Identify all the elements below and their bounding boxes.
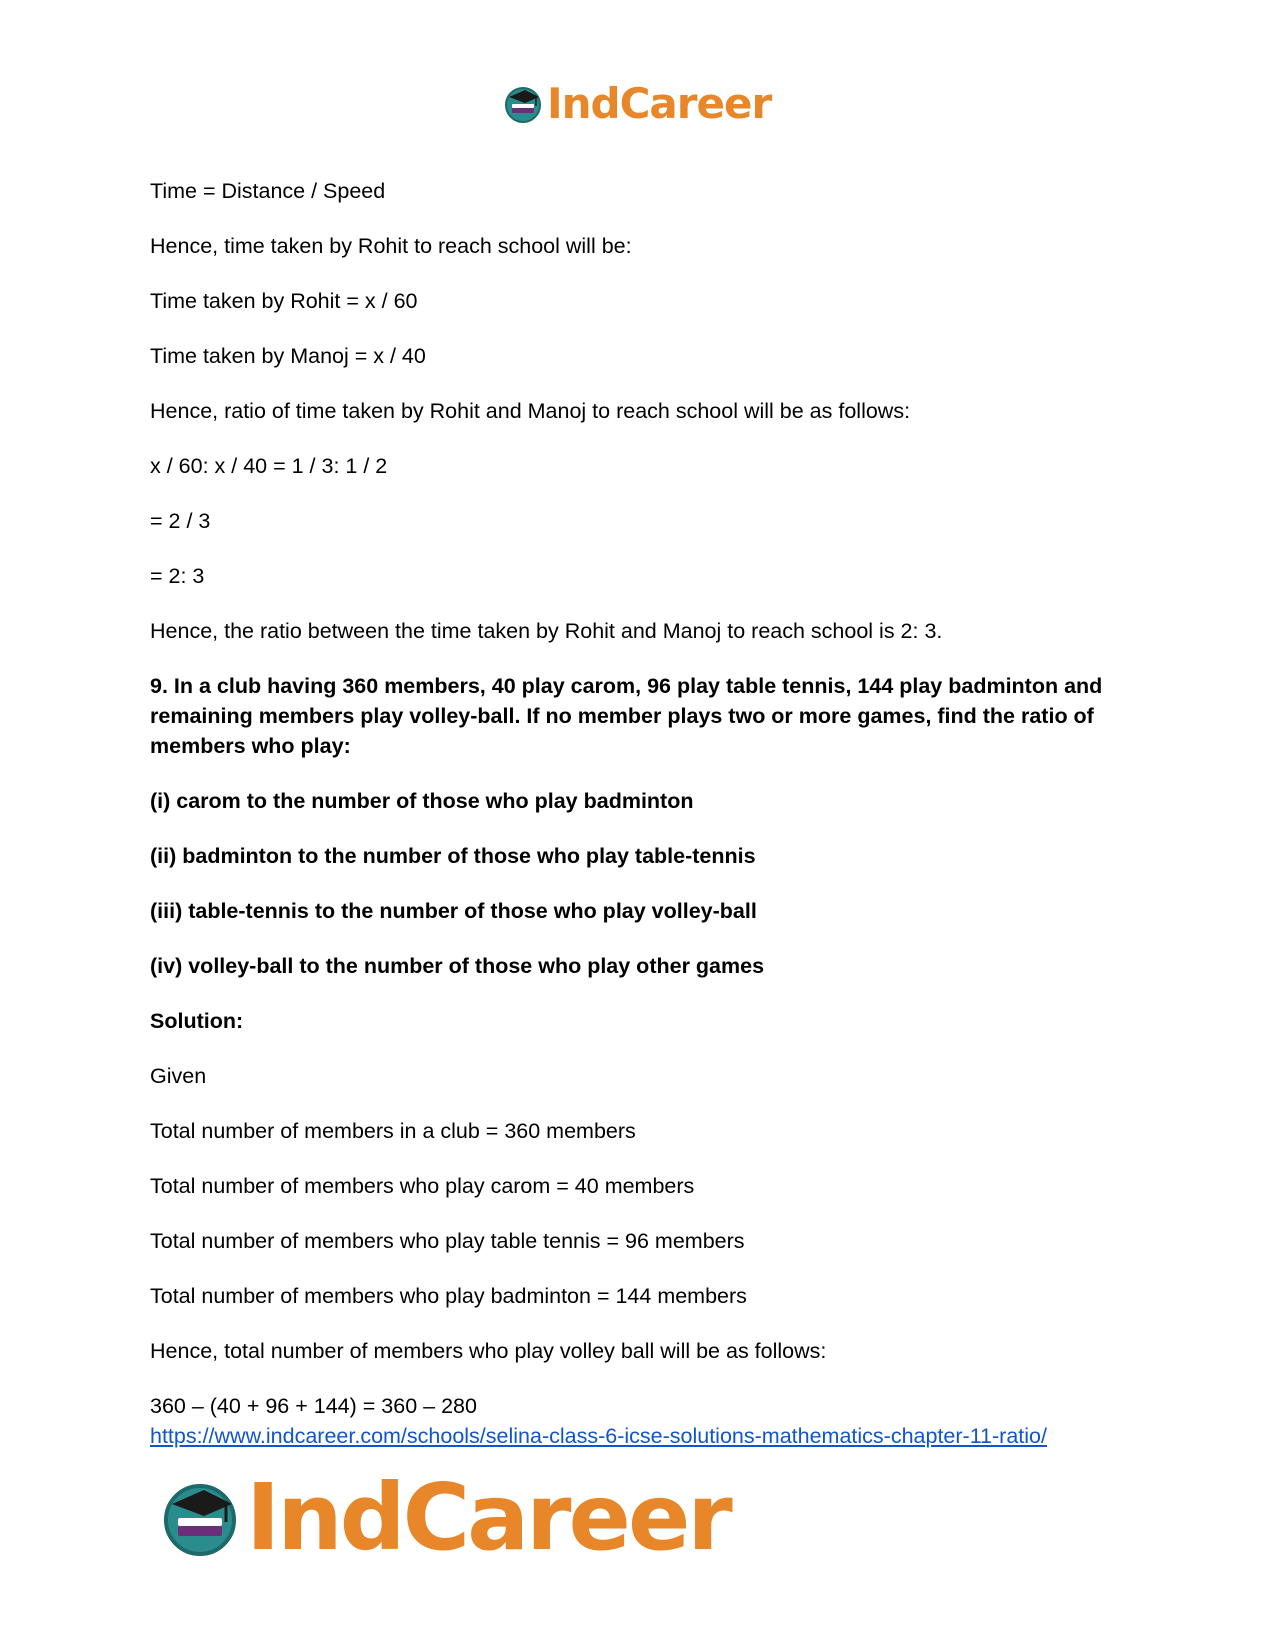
- footer-logo: [160, 1464, 730, 1571]
- text-line: x / 60: x / 40 = 1 / 3: 1 / 2: [150, 454, 388, 478]
- document-body: [150, 176, 1130, 1451]
- text-line: Hence, time taken by Rohit to reach school will be:: [150, 234, 632, 258]
- text-line: Total number of members in a club = 360 members: [150, 1119, 636, 1143]
- text-line: Given: [150, 1064, 207, 1088]
- footer-logo-text: IndCareer: [246, 1464, 730, 1571]
- text-line: Total number of members who play table tennis = 96 members: [150, 1229, 745, 1253]
- header-logo: [503, 80, 771, 128]
- text-line: Time taken by Rohit = x / 60: [150, 289, 418, 313]
- text-line: Hence, the ratio between the time taken by Rohit and Manoj to reach school is 2: 3.: [150, 619, 943, 643]
- source-link[interactable]: https://www.indcareer.com/schools/selina-class-6-icse-solutions-mathematics-chapter-11-ratio/: [150, 1424, 1047, 1448]
- question-part: (iv) volley-ball to the number of those who play other games: [150, 954, 765, 978]
- solution-heading: Solution:: [150, 1009, 244, 1033]
- text-line: Time taken by Manoj = x / 40: [150, 344, 426, 368]
- question-part: (i) carom to the number of those who play badminton: [150, 789, 694, 813]
- text-line: Hence, ratio of time taken by Rohit and Manoj to reach school will be as follows:: [150, 399, 911, 423]
- text-line: 360 – (40 + 96 + 144) = 360 – 280: [150, 1394, 477, 1418]
- text-line: Total number of members who play carom = 40 members: [150, 1174, 695, 1198]
- question-text: 9. In a club having 360 members, 40 play carom, 96 play table tennis, 144 play badminton and remaining members play volley-ball. If no member plays two or more games, find the ratio of members who play:: [150, 674, 1103, 758]
- text-line: = 2 / 3: [150, 509, 211, 533]
- header-logo-text: IndCareer: [547, 79, 772, 128]
- text-line: Total number of members who play badminton = 144 members: [150, 1284, 747, 1308]
- graduation-cap-book-icon: [503, 84, 543, 124]
- question-part: (ii) badminton to the number of those who play table-tennis: [150, 844, 756, 868]
- graduation-cap-book-icon: [160, 1478, 240, 1558]
- text-line: Time = Distance / Speed: [150, 179, 386, 203]
- text-line: Hence, total number of members who play volley ball will be as follows:: [150, 1339, 827, 1363]
- question-part: (iii) table-tennis to the number of those who play volley-ball: [150, 899, 757, 923]
- text-line: = 2: 3: [150, 564, 205, 588]
